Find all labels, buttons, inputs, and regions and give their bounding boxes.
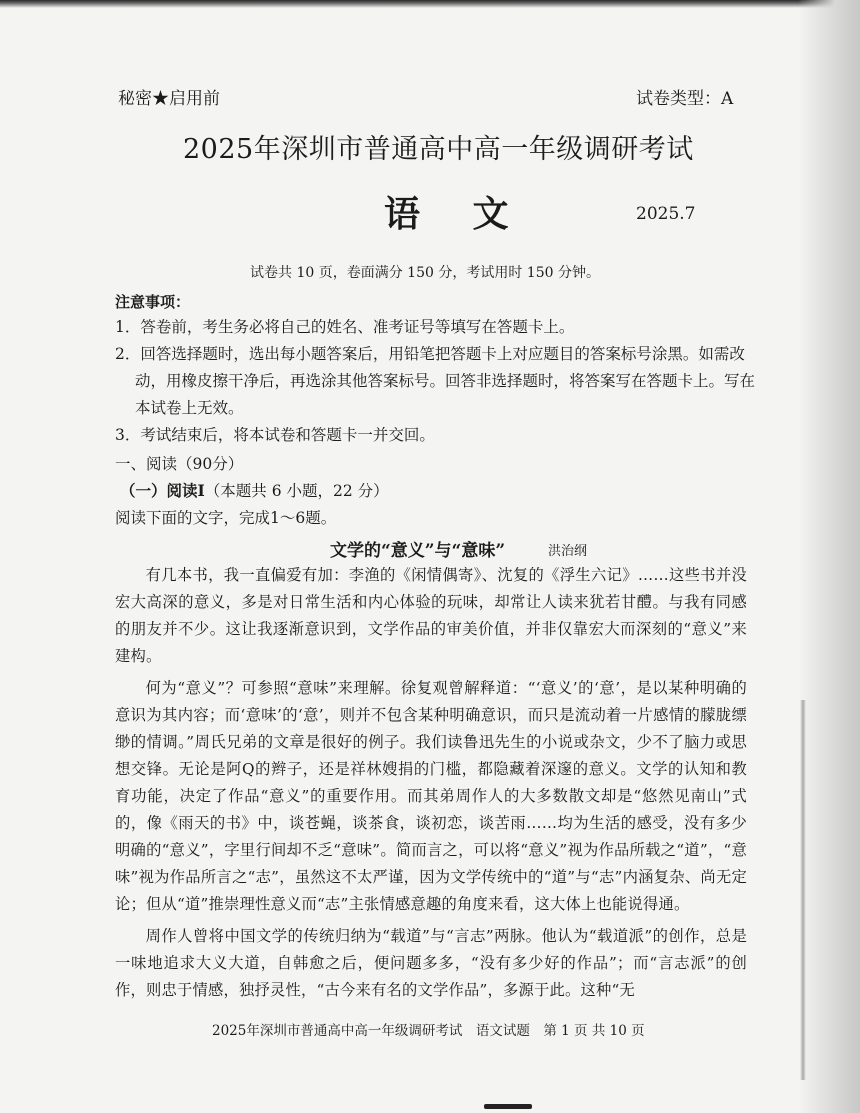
notes-heading: 注意事项： [115, 293, 191, 311]
article-body [115, 562, 747, 1009]
note-item: 1．答卷前，考生务必将自己的姓名、准考证号等填写在答题卡上。 [115, 318, 575, 336]
exam-info: 试卷共 10 页，卷面满分 150 分，考试用时 150 分钟。 [250, 265, 600, 281]
article-author: 洪治纲 [548, 544, 588, 559]
paper-type-label: 试卷类型：A [636, 89, 734, 109]
note-item: 3．考试结束后，将本试卷和答题卡一并交回。 [115, 426, 435, 444]
page-footer: 2025年深圳市普通高中高一年级调研考试 语文试题 第 1 页 共 10 页 [212, 1023, 645, 1039]
subsection-heading [120, 479, 389, 501]
article-paragraph: 何为“意义”？可参照“意味”来理解。徐复观曾解释道：“‘意义’的‘意’，是以某种明确的意识为其内容；而‘意味’的‘意’，则并不包含某种明确意识，而只是流动着一片感情的朦胧缥缈的情调。”周氏兄弟的文章是很好的例子。我们读鲁迅先生的小说或杂文，少不了脑力或思想交锋。无论是阿Q的辫子，还是祥林嫂捐的门槛，都隐藏着深邃的意义。文学的认知和教育功能，决定了作品“意义”的重要作用。而其弟周作人的大多数散文却是“悠然见南山”式的，像《雨天的书》中，谈苍蝇，谈茶食，谈初恋，谈苦雨……均为生活的感受，没有多少明确的“意义”，字里行间却不乏“意味”。简而言之，可以将“意义”视为作品所载之“道”，“意味”视为作品所言之“志”，虽然这不太严谨，因为文学传统中的“道”与“志”内涵复杂、尚无定论；但从“道”推崇理性意义而“志”主张情感意趣的角度来看，这大体上也能说得通。 [115, 679, 747, 913]
notes-list [115, 314, 755, 449]
scan-bottom-mark [484, 1104, 532, 1109]
exam-title: 2025年深圳市普通高中高一年级调研考试 [183, 134, 694, 165]
exam-date: 2025.7 [636, 204, 696, 224]
subject-title: 语 文 [384, 193, 529, 235]
subsection-detail: （本题共 6 小题，22 分） [204, 482, 389, 500]
article-title: 文学的“意义”与“意味” [330, 541, 506, 561]
subsection-label: （一）阅读Ⅰ [120, 481, 205, 500]
section-heading-text: 一、阅读（90分） [115, 455, 244, 473]
article-paragraph: 有几本书，我一直偏爱有加：李渔的《闲情偶寄》、沈复的《浮生六记》……这些书并没宏大高深的意义，多是对日常生活和内心体验的玩味，却常让人读来犹若甘醴。与我有同感的朋友并不少。这让我逐渐意识到，文学作品的审美价值，并非仅靠宏大而深刻的“意义”来建构。 [115, 566, 747, 665]
section-heading [115, 452, 243, 474]
note-item: 2．回答选择题时，选出每小题答案后，用铅笔把答题卡上对应题目的答案标号涂黑。如需改动，用橡皮擦干净后，再选涂其他答案标号。回答非选择题时，将答案写在答题卡上。写在本试卷上无效。 [115, 345, 756, 417]
reading-instruction: 阅读下面的文字，完成1～6题。 [115, 509, 337, 527]
confidential-label: 秘密★启用前 [118, 89, 220, 109]
article-paragraph: 周作人曾将中国文学的传统归纳为“载道”与“言志”两脉。他认为“载道派”的创作，总是一味地追求大义大道，自韩愈之后，便问题多多，“没有多少好的作品”；而“言志派”的创作，则忠于情感，独抒灵性，“古今来有名的文学作品”，多源于此。这种“无 [115, 927, 747, 999]
